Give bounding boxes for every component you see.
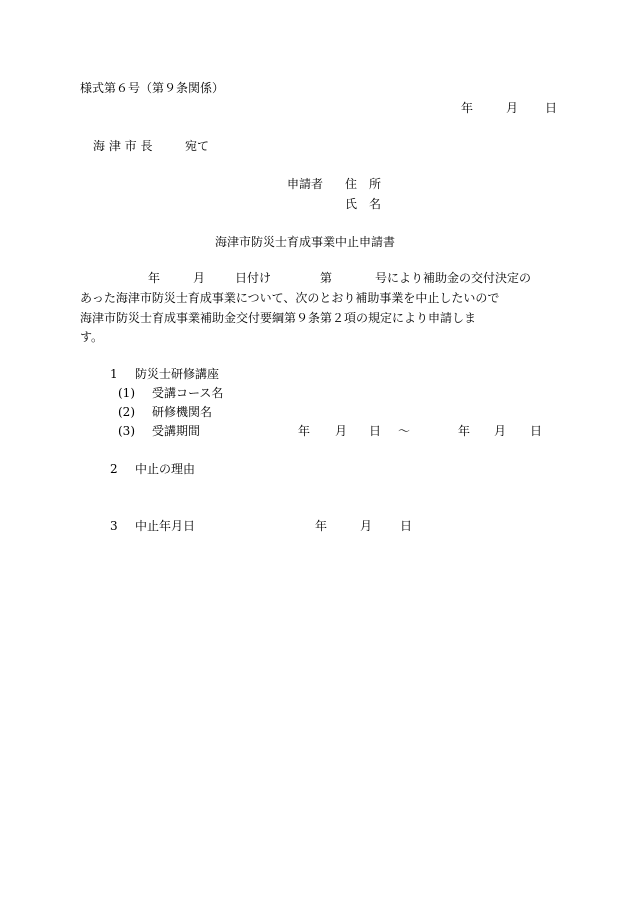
body-line4: す。 — [80, 330, 104, 344]
stop-date-month: 月 — [360, 519, 373, 533]
period-end-month: 月 — [494, 424, 507, 438]
header-date-year: 年 — [461, 101, 474, 115]
body-month: 月 — [193, 271, 206, 285]
period-start-month: 月 — [335, 424, 348, 438]
applicant-address-label: 住 所 — [345, 177, 382, 191]
period-tilde: ～ — [398, 424, 411, 438]
header-date-month: 月 — [506, 101, 519, 115]
period-start-year: 年 — [298, 424, 311, 438]
body-line1-rest: 号により補助金の交付決定の — [375, 271, 532, 285]
item1-sub1-label: 受講コース名 — [152, 386, 224, 400]
body-line3: 海津市防災士育成事業補助金交付要綱第９条第２項の規定により申請しま — [80, 311, 477, 325]
item2-label: 中止の理由 — [135, 462, 196, 476]
document-title: 海津市防災士育成事業中止申請書 — [215, 235, 396, 249]
item1-sub1-number: (1) — [118, 386, 135, 400]
body-line2: あった海津市防災士育成事業について、次のとおり補助事業を中止したいので — [80, 291, 500, 305]
period-end-year: 年 — [458, 424, 471, 438]
body-year: 年 — [148, 271, 161, 285]
applicant-name-label: 氏 名 — [345, 197, 382, 211]
period-end-day: 日 — [530, 424, 543, 438]
body-number-prefix: 第 — [320, 271, 333, 285]
addressee-mayor: 海 津 市 長 — [93, 139, 153, 153]
form-number: 様式第６号（第９条関係） — [80, 81, 225, 95]
item1-sub3-number: (3) — [118, 424, 135, 438]
addressee-suffix: 宛て — [185, 139, 210, 153]
header-date-day: 日 — [545, 101, 558, 115]
item3-label: 中止年月日 — [135, 519, 196, 533]
body-day-dated: 日付け — [235, 271, 272, 285]
item1-sub3-label: 受講期間 — [152, 424, 201, 438]
stop-date-year: 年 — [315, 519, 328, 533]
item1-sub2-label: 研修機関名 — [152, 405, 213, 419]
item1-label: 防災士研修講座 — [135, 367, 220, 381]
item2-number: 2 — [110, 462, 118, 476]
item1-number: 1 — [110, 367, 118, 381]
period-start-day: 日 — [369, 424, 382, 438]
stop-date-day: 日 — [400, 519, 413, 533]
item1-sub2-number: (2) — [118, 405, 135, 419]
applicant-label: 申請者 — [287, 177, 324, 191]
item3-number: 3 — [110, 519, 118, 533]
